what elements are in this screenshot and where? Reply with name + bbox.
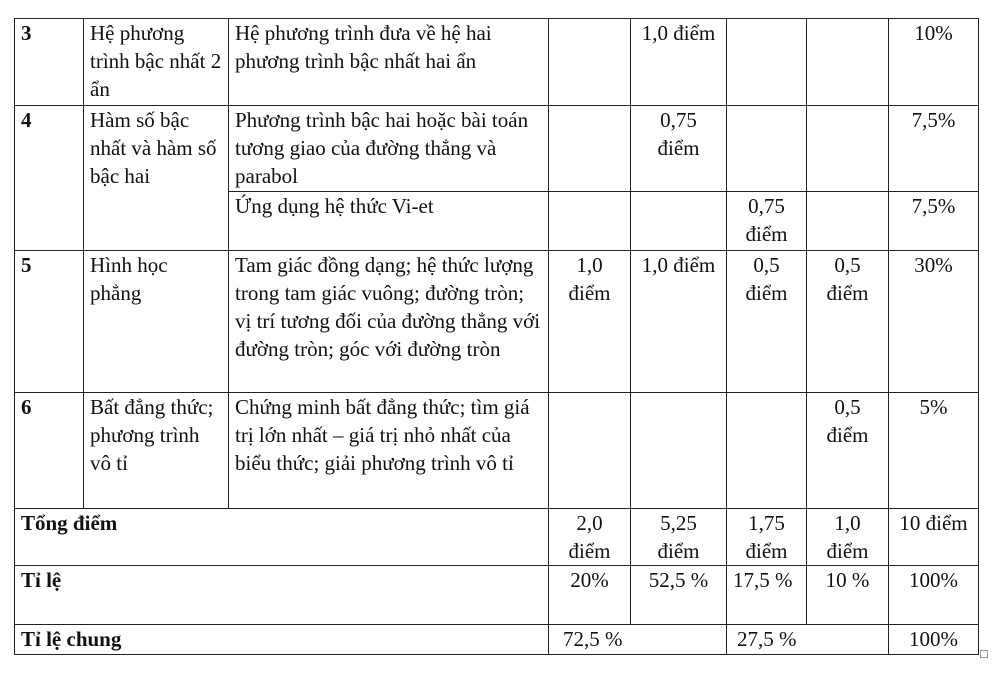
topic-content: Ứng dụng hệ thức Vi-et (229, 192, 549, 251)
common-ratio-high: 27,5 % (727, 625, 889, 655)
topic-content: Hệ phương trình đưa về hệ hai phương trình bậc nhất hai ẩn (229, 19, 549, 106)
score-cell: 0,75 điểm (631, 106, 727, 192)
percent-cell: 7,5% (889, 106, 979, 192)
score-cell: 1,0 điểm (549, 251, 631, 393)
topic-name: Hệ phương trình bậc nhất 2 ẩn (84, 19, 229, 106)
percent-cell: 7,5% (889, 192, 979, 251)
score-cell (631, 393, 727, 509)
percent-cell: 5% (889, 393, 979, 509)
score-cell (549, 106, 631, 192)
score-cell: 0,5 điểm (807, 393, 889, 509)
common-ratio-row (15, 625, 979, 655)
total-cell: 1,75 điểm (727, 509, 807, 566)
total-cell: 5,25 điểm (631, 509, 727, 566)
totals-label: Tổng điểm (15, 509, 549, 566)
percent-cell: 30% (889, 251, 979, 393)
table-row (15, 393, 979, 509)
score-cell (549, 19, 631, 106)
corner-marker (980, 650, 988, 658)
score-cell: 1,0 điểm (631, 19, 727, 106)
table-row (15, 106, 979, 192)
topic-number: 4 (15, 106, 84, 251)
topic-name: Bất đẳng thức; phương trình vô tỉ (84, 393, 229, 509)
score-cell (807, 106, 889, 192)
topic-name: Hàm số bậc nhất và hàm số bậc hai (84, 106, 229, 251)
topic-number: 5 (15, 251, 84, 393)
topic-content: Phương trình bậc hai hoặc bài toán tương giao của đường thẳng và parabol (229, 106, 549, 192)
total-cell: 1,0 điểm (807, 509, 889, 566)
topic-content: Chứng minh bất đẳng thức; tìm giá trị lớn nhất – giá trị nhỏ nhất của biểu thức; giải phương trình vô tỉ (229, 393, 549, 509)
topic-number: 3 (15, 19, 84, 106)
score-cell (549, 192, 631, 251)
score-cell (807, 19, 889, 106)
ratio-row (15, 566, 979, 625)
score-cell: 0,5 điểm (727, 251, 807, 393)
score-cell (807, 192, 889, 251)
score-cell (549, 393, 631, 509)
topic-content: Tam giác đồng dạng; hệ thức lượng trong tam giác vuông; đường tròn; vị trí tương đối của đường thẳng với đường tròn; góc với đường tròn (229, 251, 549, 393)
score-cell (727, 106, 807, 192)
score-cell: 0,5 điểm (807, 251, 889, 393)
percent-cell: 10% (889, 19, 979, 106)
total-cell: 10 điểm (889, 509, 979, 566)
score-cell (727, 19, 807, 106)
ratio-label: Tỉ lệ (15, 566, 549, 625)
total-cell: 2,0 điểm (549, 509, 631, 566)
score-cell: 0,75 điểm (727, 192, 807, 251)
topic-number: 6 (15, 393, 84, 509)
ratio-cell: 20% (549, 566, 631, 625)
score-cell (727, 393, 807, 509)
score-cell (631, 192, 727, 251)
score-cell: 1,0 điểm (631, 251, 727, 393)
totals-row (15, 509, 979, 566)
table-row (15, 19, 979, 106)
ratio-cell: 100% (889, 566, 979, 625)
common-ratio-label: Tỉ lệ chung (15, 625, 549, 655)
ratio-cell: 52,5 % (631, 566, 727, 625)
ratio-cell: 17,5 % (727, 566, 807, 625)
table-row (15, 251, 979, 393)
exam-matrix-table (14, 18, 979, 655)
ratio-cell: 10 % (807, 566, 889, 625)
common-ratio-total: 100% (889, 625, 979, 655)
topic-name: Hình học phẳng (84, 251, 229, 393)
common-ratio-low: 72,5 % (549, 625, 727, 655)
